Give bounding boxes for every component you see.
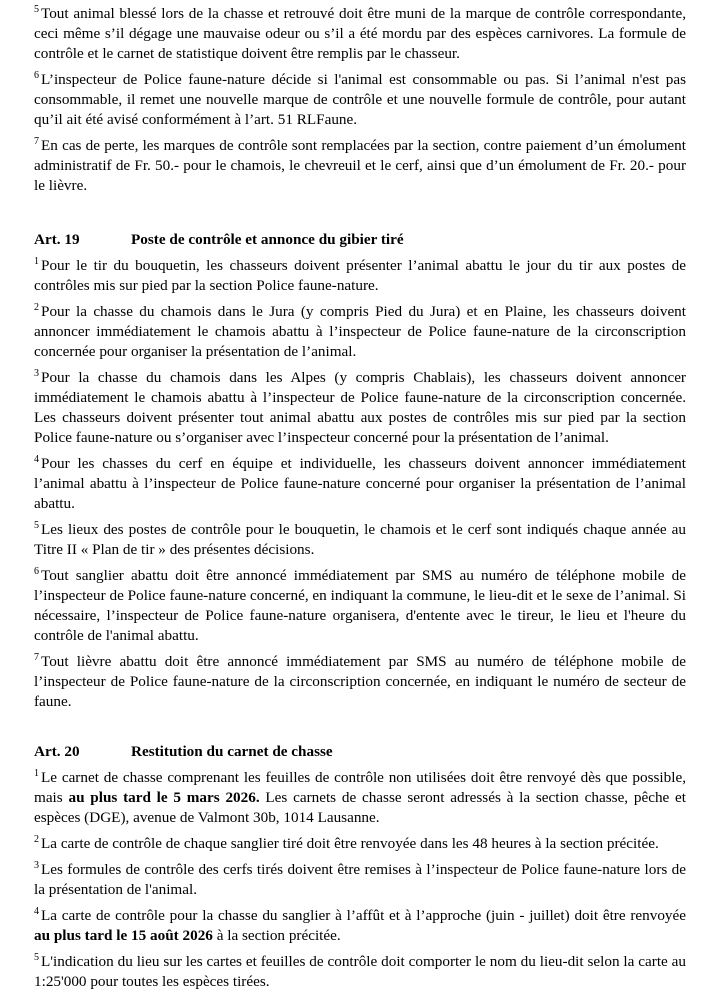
paragraph-number: 6 <box>34 70 39 81</box>
paragraph-text: En cas de perte, les marques de contrôle sont remplacées par la section, contre paiement d’un émolument administratif de Fr. 50.- pour le chamois, le chevreuil et le cerf, ainsi que d’un émolument de Fr. 20.- pour le lièvre. <box>34 137 686 194</box>
paragraph-number: 3 <box>34 368 39 379</box>
paragraph-text: L’inspecteur de Police faune-nature décide si l'animal est consommable ou pas. Si l’animal n'est pas consommable, il remet une nouvelle marque de contrôle et une nouvelle formule de contrôle, pour autant qu’il ait été avisé conformément à l’art. 51 RLFaune. <box>34 71 686 128</box>
article-19 <box>34 230 686 712</box>
document-page <box>34 4 686 998</box>
paragraph-art19-1 <box>34 256 686 296</box>
paragraph-number: 5 <box>34 4 39 15</box>
paragraph-number: 5 <box>34 952 39 963</box>
paragraph-art19-2 <box>34 302 686 362</box>
paragraph-text: Tout sanglier abattu doit être annoncé immédiatement par SMS au numéro de téléphone mobile de l’inspecteur de Police faune-nature concerné, en indiquant la commune, le lieu-dit et le sexe de l’animal. Si nécessaire, l’inspecteur de Police faune-nature organisera, d'entente avec le tireur, le lieu et l'heure du contrôle de l'animal abattu. <box>34 567 686 644</box>
paragraph-text: Les lieux des postes de contrôle pour le bouquetin, le chamois et le cerf sont indiqués chaque année au Titre II « Plan de tir » des présentes décisions. <box>34 521 686 558</box>
paragraph-text: Les formules de contrôle des cerfs tirés doivent être remises à l’inspecteur de Police faune-nature lors de la présentation de l'animal. <box>34 861 686 898</box>
paragraph-number: 7 <box>34 652 39 663</box>
paragraph-number: 4 <box>34 454 39 465</box>
paragraph-art20-4 <box>34 906 686 946</box>
paragraph-text: à la section précitée. <box>212 927 341 944</box>
paragraph-text: Tout lièvre abattu doit être annoncé immédiatement par SMS au numéro de téléphone mobile de l’inspecteur de Police faune-nature de la circonscription concernée, en indiquant le numéro de secteur de faune. <box>34 653 686 710</box>
paragraph-number: 1 <box>34 256 39 267</box>
paragraph-text: Tout animal blessé lors de la chasse et retrouvé doit être muni de la marque de contrôle correspondante, ceci même s’il dégage une mauvaise odeur ou s’il a été mordu par des espèces carnivores. La formule de contrôle et le carnet de statistique doivent être remplis par le chasseur. <box>34 5 686 62</box>
paragraph-number: 1 <box>34 768 39 779</box>
paragraph-art20-5 <box>34 952 686 992</box>
article-title: Poste de contrôle et annonce du gibier tiré <box>131 231 404 248</box>
paragraph-art20-2 <box>34 834 686 854</box>
paragraph-number: 5 <box>34 520 39 531</box>
paragraph-art19-3 <box>34 368 686 448</box>
paragraph-intro-7 <box>34 136 686 196</box>
article-19-heading <box>34 230 686 250</box>
paragraph-text: Pour les chasses du cerf en équipe et individuelle, les chasseurs doivent annoncer immédiatement l’animal abattu à l’inspecteur de Police faune-nature concerné pour organiser la présentation de l’animal abattu. <box>34 455 686 512</box>
paragraph-number: 4 <box>34 906 39 917</box>
paragraph-art20-3 <box>34 860 686 900</box>
paragraph-intro-5 <box>34 4 686 64</box>
paragraph-number: 2 <box>34 834 39 845</box>
paragraph-text: Le carnet de chasse comprenant les feuilles de contrôle non utilisées doit être renvoyé dès que possible, mais <box>34 769 686 806</box>
paragraph-text: Pour la chasse du chamois dans les Alpes (y compris Chablais), les chasseurs doivent annoncer immédiatement le chamois abattu à l’inspecteur de Police faune-nature de la circonscription concernée. Les chasseurs doivent présenter tout animal abattu aux postes de contrôles mis sur pied par la section Police faune-nature ou s’organiser avec l’inspecteur concerné pour la présentation de l’animal. <box>34 369 686 446</box>
paragraph-number: 3 <box>34 860 39 871</box>
paragraph-text: L'indication du lieu sur les cartes et feuilles de contrôle doit comporter le nom du lieu-dit selon la carte au 1:25'000 pour toutes les espèces tirées. <box>34 953 686 990</box>
paragraph-number: 6 <box>34 566 39 577</box>
paragraph-text: Les carnets de chasse seront adressés à la section chasse, pêche et espèces (DGE), avenue de Valmont 30b, 1014 Lausanne. <box>34 789 687 826</box>
deadline-date: au plus tard le 15 août 2026 <box>34 927 213 944</box>
paragraph-text: Pour la chasse du chamois dans le Jura (y compris Pied du Jura) et en Plaine, les chasseurs doivent annoncer immédiatement le chamois abattu à l’inspecteur de Police faune-nature de la circonscription concernée pour organiser la présentation de l’animal. <box>34 303 686 360</box>
paragraph-text: La carte de contrôle de chaque sanglier tiré doit être renvoyée dans les 48 heures à la section précitée. <box>41 835 659 852</box>
deadline-date: au plus tard le 5 mars 2026. <box>68 789 260 806</box>
article-number: Art. 20 <box>34 743 80 760</box>
paragraph-art20-1 <box>34 768 686 828</box>
paragraph-number: 7 <box>34 136 39 147</box>
paragraph-intro-6 <box>34 70 686 130</box>
paragraph-art19-6 <box>34 566 686 646</box>
paragraph-art19-7 <box>34 652 686 712</box>
article-title: Restitution du carnet de chasse <box>131 743 333 760</box>
paragraph-text: Pour le tir du bouquetin, les chasseurs doivent présenter l’animal abattu le jour du tir aux postes de contrôles mis sur pied par la section Police faune-nature. <box>34 257 686 294</box>
paragraph-art19-5 <box>34 520 686 560</box>
article-number: Art. 19 <box>34 231 80 248</box>
paragraph-number: 2 <box>34 302 39 313</box>
intro-section <box>34 4 686 196</box>
paragraph-text: La carte de contrôle pour la chasse du sanglier à l’affût et à l’approche (juin - juillet) doit être renvoyée <box>41 907 686 924</box>
paragraph-art19-4 <box>34 454 686 514</box>
article-20 <box>34 742 686 992</box>
article-20-heading <box>34 742 686 762</box>
